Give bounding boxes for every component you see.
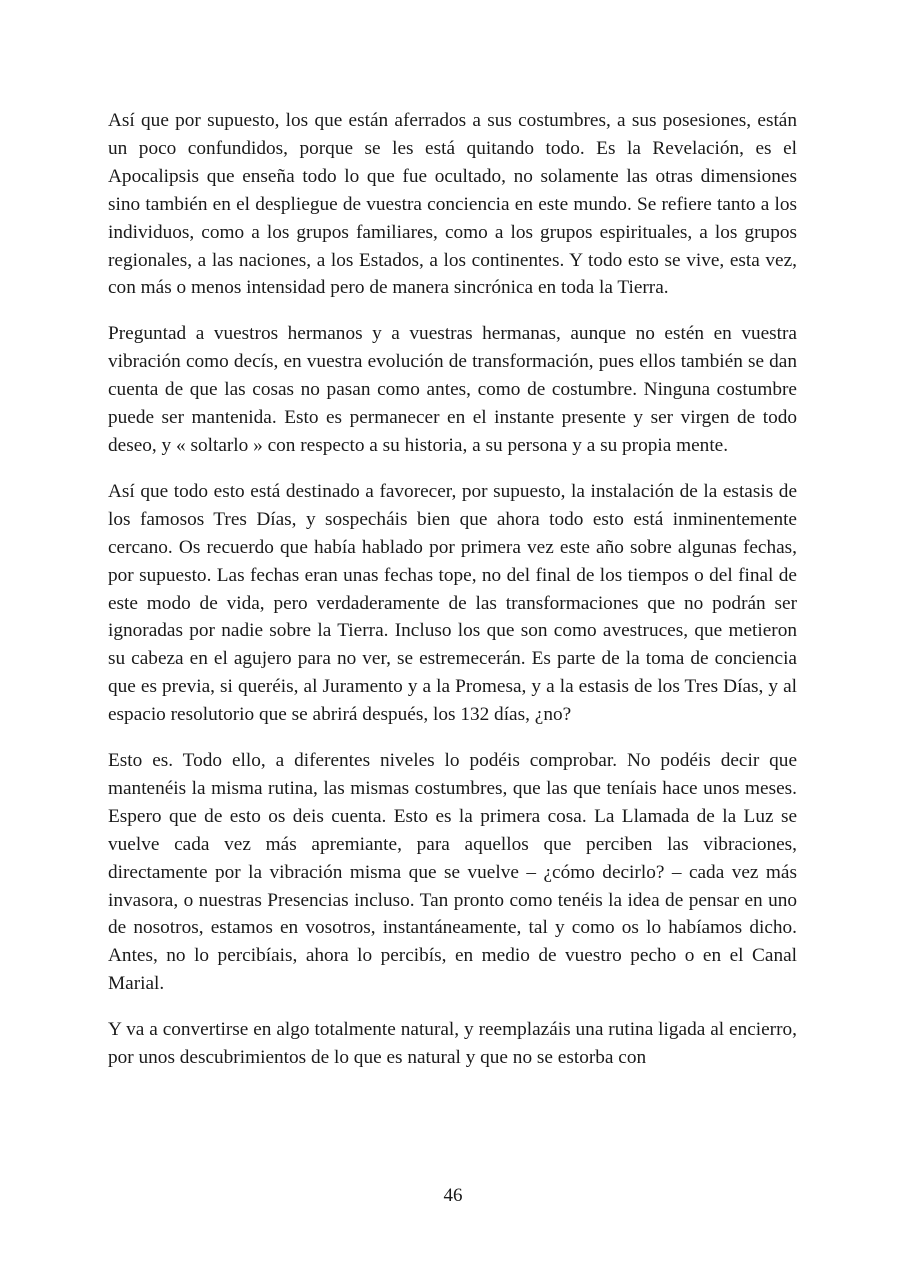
paragraph-1: Así que por supuesto, los que están aferrados a sus costumbres, a sus posesiones, están un poco confundidos, porque se les está quitando todo. Es la Revelación, es el Apocalipsis que enseña todo lo que fue ocultado, no solamente las otras dimensiones sino también en el despliegue de vuestra conciencia en este mundo. Se refiere tanto a los individuos, como a los grupos familiares, como a los grupos espirituales, a los grupos regionales, a las naciones, a los Estados, a los continentes. Y todo esto se vive, esta vez, con más o menos intensidad pero de manera sincrónica en toda la Tierra. <box>108 110 797 299</box>
page-number: 46 <box>443 1185 463 1206</box>
paragraph-2: Preguntad a vuestros hermanos y a vuestras hermanas, aunque no estén en vuestra vibración como decís, en vuestra evolución de transformación, pues ellos también se dan cuenta de que las cosas no pasan como antes, como de costumbre. Ninguna costumbre puede ser mantenida. Esto es permanecer en el instante presente y ser virgen de todo deseo, y « soltarlo » con respecto a su historia, a su persona y a su propia mente. <box>108 323 797 456</box>
paragraph-3: Así que todo esto está destinado a favorecer, por supuesto, la instalación de la estasis de los famosos Tres Días, y sospecháis bien que ahora todo esto está inminentemente cercano. Os recuerdo que había hablado por primera vez este año sobre algunas fechas, por supuesto. Las fechas eran unas fechas tope, no del final de los tiempos o del final de este modo de vida, pero verdaderamente de las transformaciones que no podrán ser ignoradas por nadie sobre la Tierra. Incluso los que son como avestruces, que metieron su cabeza en el agujero para no ver, se estremecerán. Es parte de la toma de conciencia que es previa, si queréis, al Juramento y a la Promesa, y a la estasis de los Tres Días, y al espacio resolutorio que se abrirá después, los 132 días, ¿no? <box>108 480 797 726</box>
body-text <box>108 107 797 1090</box>
paragraph-5: Y va a convertirse en algo totalmente natural, y reemplazáis una rutina ligada al encierro, por unos descubrimientos de lo que es natural y que no se estorba con <box>108 1019 797 1069</box>
paragraph-4: Esto es. Todo ello, a diferentes niveles lo podéis comprobar. No podéis decir que mantenéis la misma rutina, las mismas costumbres, que las que teníais hace unos meses. Espero que de esto os deis cuenta. Esto es la primera cosa. La Llamada de la Luz se vuelve cada vez más apremiante, para aquellos que perciben las vibraciones, directamente por la vibración misma que se vuelve – ¿cómo decirlo? – cada vez más invasora, o nuestras Presencias incluso. Tan pronto como tenéis la idea de pensar en uno de nosotros, estamos en vosotros, instantáneamente, tal y como os lo habíamos dicho. Antes, no lo percibíais, ahora lo percibís, en medio de vuestro pecho o en el Canal Marial. <box>108 750 797 995</box>
